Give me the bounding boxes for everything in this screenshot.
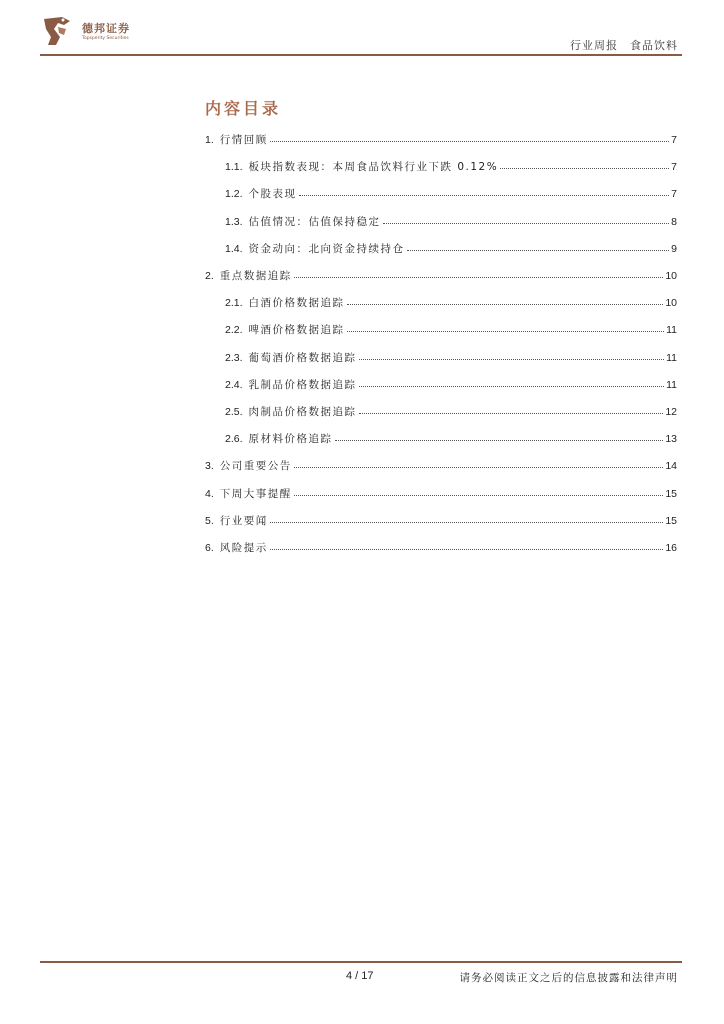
toc-entry-number: 1.3. [225, 215, 243, 228]
company-logo [40, 15, 180, 49]
toc-entry-number: 2.4. [225, 378, 243, 391]
footer-disclaimer: 请务必阅读正文之后的信息披露和法律声明 [459, 972, 678, 984]
toc-entry-number: 1.4. [225, 242, 243, 255]
industry-label: 食品饮料 [630, 39, 678, 52]
toc-entry-page: 11 [666, 378, 677, 391]
toc-entry-page: 10 [665, 270, 677, 282]
header-divider [40, 54, 682, 56]
toc-leader-dots [359, 404, 664, 414]
toc-entry-title: 白酒价格数据追踪 [248, 297, 345, 310]
toc-leader-dots [299, 186, 670, 196]
toc-entry[interactable] [205, 132, 677, 150]
toc-leader-dots [270, 513, 664, 523]
toc-entry[interactable] [205, 540, 677, 558]
report-type: 行业周报 [570, 39, 618, 52]
toc-entry-number: 1.1. [225, 161, 243, 174]
toc-entry-number: 2.1. [225, 297, 243, 310]
toc-entry-title: 行情回顾 [219, 134, 268, 146]
toc-entry-page: 8 [671, 215, 677, 228]
toc-leader-dots [294, 268, 664, 278]
toc-entry-page: 14 [665, 460, 677, 473]
toc-entry-number: 1. [205, 134, 214, 146]
toc-leader-dots [294, 458, 664, 468]
toc-entry-number: 2.5. [225, 406, 243, 418]
toc-entry-title: 风险提示 [219, 542, 268, 554]
toc-entry-number: 5. [205, 514, 214, 527]
toc-entry-page: 13 [665, 433, 677, 446]
toc-entry-title: 个股表现 [248, 188, 297, 201]
toc-entry-title: 肉制品价格数据追踪 [248, 406, 357, 418]
toc-entry-title: 原材料价格追踪 [248, 433, 333, 446]
toc-entry[interactable] [225, 241, 677, 259]
toc-leader-dots [359, 377, 665, 387]
toc-entry[interactable] [225, 322, 677, 340]
toc-entry[interactable] [205, 268, 677, 286]
toc-entry-title: 公司重要公告 [219, 460, 292, 473]
logo-mark-icon [40, 15, 76, 49]
toc-entry[interactable] [225, 377, 677, 395]
toc-entry[interactable] [225, 295, 677, 313]
toc-entry-page: 11 [666, 351, 677, 364]
toc-title: 内容目录 [205, 99, 282, 118]
toc-entry-title: 资金动向：北向资金持续持仓 [248, 242, 405, 255]
toc-entry-number: 4. [205, 487, 214, 500]
toc-entry-number: 2. [205, 270, 214, 282]
toc-leader-dots [500, 159, 669, 169]
toc-leader-dots [294, 486, 664, 496]
toc-entry[interactable] [225, 214, 677, 232]
toc-entry-page: 11 [666, 324, 677, 337]
page-header [0, 0, 724, 60]
toc-entry-title: 下周大事提醒 [219, 487, 292, 500]
toc-entry-page: 7 [671, 188, 677, 201]
toc-entry-number: 1.2. [225, 188, 243, 201]
toc-entry[interactable] [225, 431, 677, 449]
toc-entry-page: 7 [671, 161, 677, 174]
toc-entry-page: 15 [665, 514, 677, 527]
toc-entry-title: 啤酒价格数据追踪 [248, 324, 345, 337]
toc-entry-number: 3. [205, 460, 214, 473]
toc-leader-dots [407, 241, 670, 251]
toc-entry[interactable] [205, 458, 677, 476]
toc-entry-title: 乳制品价格数据追踪 [248, 378, 357, 391]
footer-divider [40, 961, 682, 963]
toc-entry[interactable] [205, 486, 677, 504]
toc-entry-title: 重点数据追踪 [219, 270, 292, 282]
toc-leader-dots [359, 350, 665, 360]
logo-name: 德邦证券 [82, 22, 130, 35]
toc-entry-title: 行业要闻 [219, 514, 268, 527]
toc-entry-page: 16 [665, 542, 677, 554]
toc-entry-title: 葡萄酒价格数据追踪 [248, 351, 357, 364]
toc-entry[interactable] [225, 404, 677, 422]
toc-leader-dots [347, 322, 665, 332]
toc-entry-number: 2.2. [225, 324, 243, 337]
toc-leader-dots [347, 295, 664, 305]
toc-entry-number: 6. [205, 542, 214, 554]
toc-leader-dots [383, 214, 670, 224]
toc-entry-page: 15 [665, 487, 677, 500]
toc-entry[interactable] [205, 513, 677, 531]
toc-entry-page: 12 [665, 406, 677, 418]
header-category [570, 37, 678, 53]
logo-english-name: Topsperity Securities [82, 36, 129, 41]
toc-entry[interactable] [225, 350, 677, 368]
toc-entry-number: 2.3. [225, 351, 243, 364]
toc-entry-title: 板块指数表现：本周食品饮料行业下跌 0.12% [248, 161, 499, 174]
toc-leader-dots [270, 132, 669, 142]
toc-entry-title: 估值情况：估值保持稳定 [248, 215, 381, 228]
toc-entry[interactable] [225, 186, 677, 204]
toc-entry[interactable] [225, 159, 677, 177]
page-number: 4 / 17 [346, 970, 374, 982]
toc-entry-number: 2.6. [225, 433, 243, 446]
toc-entry-page: 9 [671, 242, 677, 255]
toc-leader-dots [335, 431, 664, 441]
toc-entry-page: 10 [665, 297, 677, 310]
toc-entry-page: 7 [671, 134, 677, 146]
toc-leader-dots [270, 540, 664, 550]
